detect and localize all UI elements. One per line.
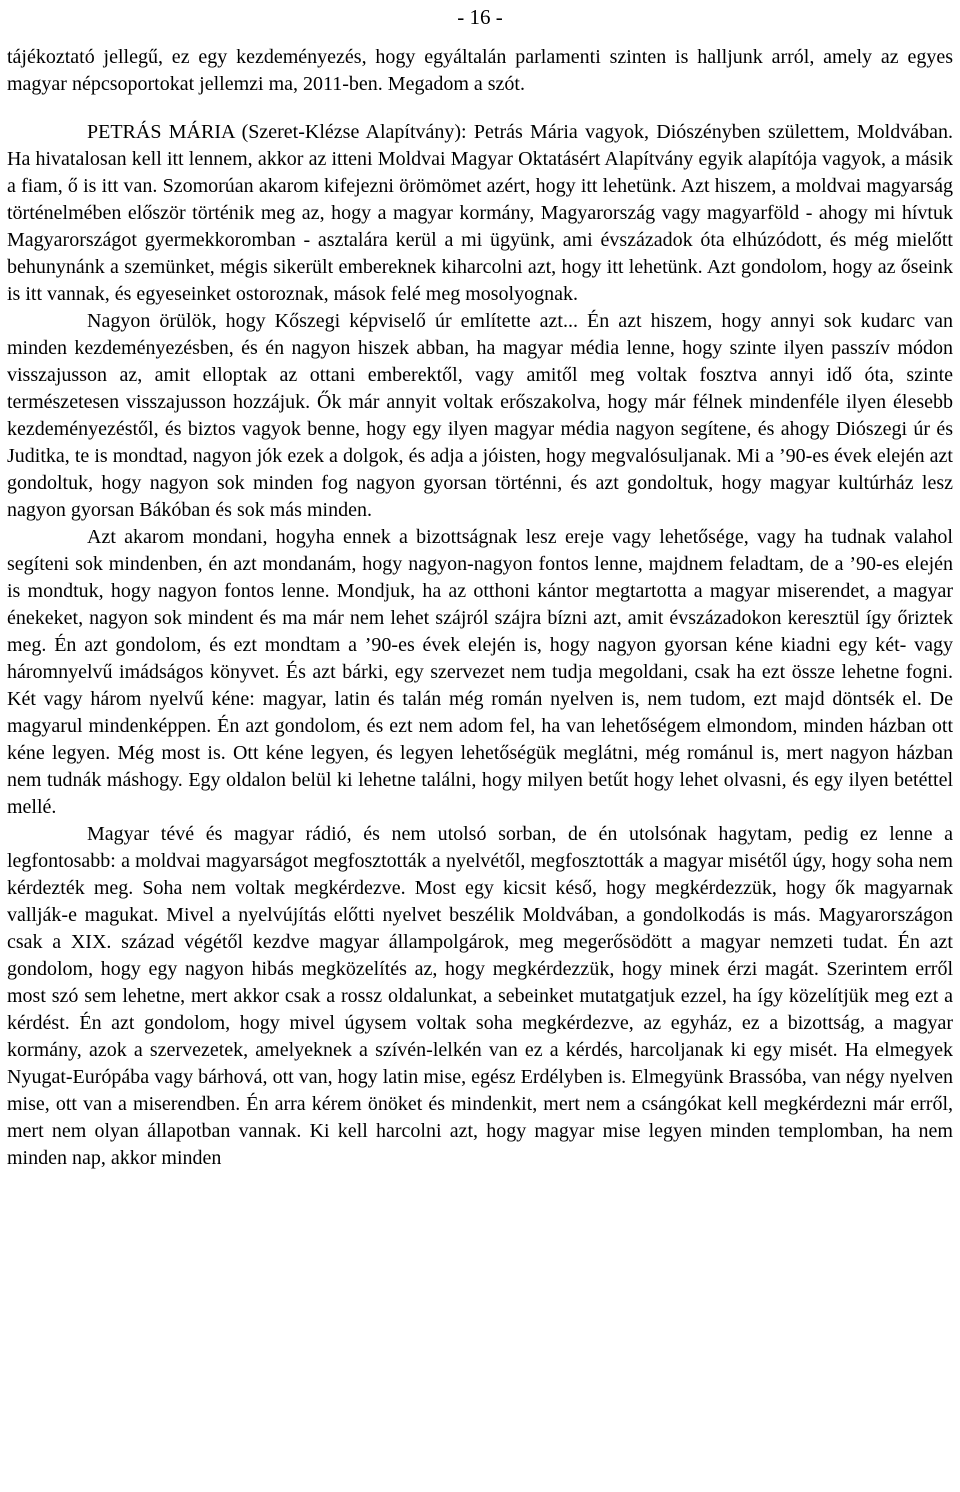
document-page [7, 0, 953, 1172]
paragraph-4: Azt akarom mondani, hogyha ennek a bizottságnak lesz ereje vagy lehetősége, vagy ha tudnak valahol segíteni sok mindenben, én azt mondanám, hogy nagyon-nagyon fontos lenne, majdnem feladtam, de a ’90-es elején is mondtuk, hogy nagyon fontos lenne. Mondjuk, ha az otthoni kántor megtartotta a magyar miserendet, a magyar énekeket, nagyon sok mindent és ma már nem lehet szájról szájra bízni azt, amit évszázadokon keresztül így őriztek meg. Én azt gondolom, és ezt mondtam a ’90-es évek elején is, hogy nagyon gyorsan kéne kiadni egy két- vagy háromnyelvű imádságos könyvet. És azt bárki, egy szervezet nem tudja megoldani, csak ha ezt össze lehetne fogni. Két vagy három nyelvű kéne: magyar, latin és talán még román nyelven is, nem tudom, ezt majd döntsék el. De magyarul mindenképpen. Én azt gondolom, és ezt nem adom fel, ha van lehetőségem elmondom, minden házban ott kéne legyen. Még most is. Ott kéne legyen, és legyen lehetőségük meglátni, még románul is, mert nagyon házban nem tudnák máshogy. Egy oldalon belül ki lehetne találni, hogy milyen betűt hogy lehet olvasni, és egy ilyen betéttel mellé. [7, 526, 953, 818]
paragraph-1: tájékoztató jellegű, ez egy kezdeményezés, hogy egyáltalán parlamenti szinten is halljunk arról, amely az egyes magyar népcsoportokat jellemzi ma, 2011-ben. Megadom a szót. [7, 46, 953, 95]
paragraph-3: Nagyon örülök, hogy Kőszegi képviselő úr említette azt... Én azt hiszem, hogy annyi sok kudarc van minden kezdeményezésben, és én nagyon hiszek abban, ha magyar média lenne, hogy szinte ilyen passzív módon visszajusson az, amit elloptak az ottani emberektől, vagy amitől meg voltak fosztva annyi idő óta, szinte természetesen visszajusson hozzájuk. Ők már annyit voltak erőszakolva, hogy már félnek mindenféle ilyen élesebb kezdeményezéstől, és biztos vagyok benne, hogy egy ilyen magyar média nagyon segítene, és ahogy Diószegi úr és Juditka, te is mondtad, nagyon jók ezek a dolgok, és adja a jóisten, hogy megvalósuljanak. Mi a ’90-es évek elején azt gondoltuk, hogy nagyon sok minden fog nagyon gyorsan történni, és azt gondoltuk, hogy magyar kultúrház lesz nagyon gyorsan Bákóban és sok más minden. [7, 310, 953, 521]
paragraph-2: PETRÁS MÁRIA (Szeret-Klézse Alapítvány): Petrás Mária vagyok, Diószényben születtem, Moldvában. Ha hivatalosan kell itt lennem, akkor az itteni Moldvai Magyar Oktatásért Alapítvány egyik alapítója vagyok, a másik a fiam, ő is itt van. Szomorúan akarom kifejezni örömömet azért, hogy itt lehetünk. Azt hiszem, a moldvai magyarság történelmében először történik meg az, hogy a magyar kormány, Magyarország vagy magyarföld - ahogy mi hívtuk Magyarországot gyermekkoromban - asztalára kerül a mi ügyünk, ami évszázadok óta elhúzódott, és még mielőtt behunynánk a szemünket, mégis sikerült embereknek kiharcolni azt, hogy itt lehetünk. Azt gondolom, hogy az őseink is itt vannak, és egyeseinket ostoroznak, mások felé meg mosolyognak. [7, 121, 953, 305]
paragraph-5: Magyar tévé és magyar rádió, és nem utolsó sorban, de én utolsónak hagytam, pedig ez lenne a legfontosabb: a moldvai magyarságot megfosztották a nyelvétől, megfosztották a magyar misétől úgy, hogy soha nem kérdezték meg. Soha nem voltak megkérdezve. Most egy kicsit késő, hogy megkérdezzük, hogy ők magyarnak vallják-e magukat. Mivel a nyelvújítás előtti nyelvet beszélik Moldvában, a gondolkodás is más. Magyarországon csak a XIX. század végétől kezdve magyar állampolgárok, meg megerősödött a magyar nemzeti tudat. Én azt gondolom, hogy egy nagyon hibás megközelítés az, hogy megkérdezzük, hogy minek érzi magát. Szerintem erről most szó sem lehetne, mert akkor csak a rossz oldalunkat, a sebeinket mutatgatjuk ezzel, ha így közelítjük meg ezt a kérdést. Én azt gondolom, hogy mivel úgysem voltak soha megkérdezve, az egyház, ez a bizottság, a magyar kormány, azok a szervezetek, amelyeknek a szívén-lelkén van ez a kérdés, harcoljanak ki egy misét. Ha elmegyek Nyugat-Európába vagy bárhová, ott van, hogy latin mise, egész Erdélyben is. Elmegyünk Brassóba, van négy nyelven mise, ott van a miserendben. Én arra kérem önöket és mindenkit, mert nem a csángókat kell megkérdezni már erről, mert nem olyan állapotban vannak. Ki kell harcolni azt, hogy magyar mise legyen minden templomban, ha nem minden nap, akkor minden [7, 823, 953, 1169]
page-number: - 16 - [457, 5, 503, 29]
